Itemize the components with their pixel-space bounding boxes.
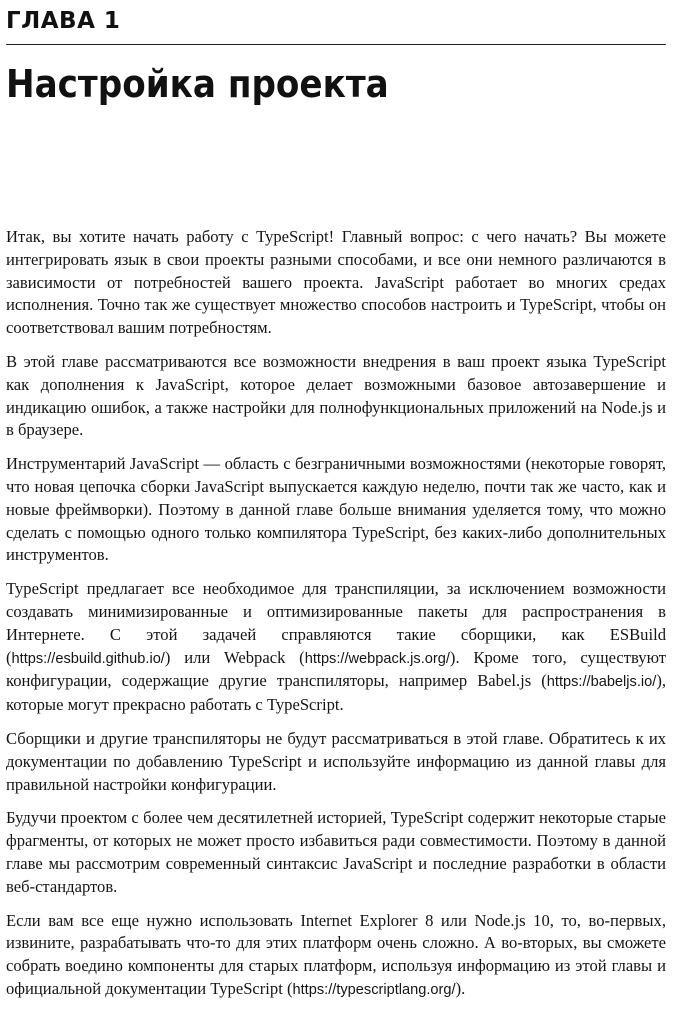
- paragraph-text: TypeScript предлагает все необходимое для транспиляции, за исключением возможности создавать минимизированные и оптимизированные пакеты для распространения в Интернете. С этой задачей справляются такие сборщики, как ESBuild (: [6, 579, 666, 667]
- paragraph-tooling: Инструментарий JavaScript — область с безграничными возможностями (некоторые говорят, что новая цепочка сборки JavaScript выпускается каждую неделю, почти так же часто, как и новые фреймворки). Поэтому в данной главе больше внимания уделяется тому, что можно сделать с помощью одного только компилятора TypeScript, без каких-либо дополнительных инструментов.: [6, 454, 666, 565]
- paragraph-text: ) или Webpack (: [164, 647, 305, 667]
- chapter-label: ГЛАВА 1: [6, 8, 121, 34]
- paragraph-legacy: [6, 910, 666, 1002]
- paragraph-text: ), которые могут прекрасно работать с TypeScript.: [6, 671, 666, 715]
- paragraph-bundlers: [6, 578, 666, 717]
- chapter-title: Настройка проекта: [6, 62, 389, 106]
- paragraph-text: ).: [455, 978, 466, 998]
- esbuild-link[interactable]: https://esbuild.github.io/: [11, 650, 165, 667]
- typescript-docs-link[interactable]: https://typescriptlang.org/: [292, 981, 456, 998]
- paragraph-text: Если вам все еще нужно использовать Internet Explorer 8 или Node.js 10, то, во-первых, извините, разрабатывать что-то для этих платформ очень сложно. А во-вторых, вы сможете собрать воедино компоненты для старых платформ, используя информацию из этой главы и официальной документации TypeScript (: [6, 910, 666, 998]
- paragraph-intro: Итак, вы хотите начать работу с TypeScript! Главный вопрос: с чего начать? Вы можете интегрировать язык в свои проекты разными способами, и все они немного различаются в зависимости от потребностей вашего проекта. JavaScript работает во многих средах исполнения. Точно так же существует множество способов настроить и TypeScript, чтобы он соответствовал вашим потребностям.: [6, 227, 666, 338]
- babel-link[interactable]: https://babeljs.io/: [546, 674, 657, 691]
- chapter-body: [6, 226, 666, 1013]
- paragraph-transpilers: Сборщики и другие транспиляторы не будут рассматриваться в этой главе. Обратитесь к их документации по добавлению TypeScript и используйте информацию из данной главы для правильной настройки конфигурации.: [6, 728, 666, 794]
- webpack-link[interactable]: https://webpack.js.org/: [304, 650, 450, 667]
- paragraph-text: ). Кроме того, существуют конфигурации, содержащие другие транспиляторы, например Babel.js (: [6, 647, 667, 691]
- chapter-divider: [6, 44, 666, 45]
- paragraph-chapter-overview: В этой главе рассматриваются все возможности внедрения в ваш проект языка TypeScript как дополнения к JavaScript, которое делает возможными базовое автозавершение и индикацию ошибок, а также настройки для полнофункциональных приложений на Node.js и в браузере.: [6, 351, 666, 440]
- paragraph-history: Будучи проектом с более чем десятилетней историей, TypeScript содержит некоторые старые фрагменты, от которых не может просто избавиться ради совместимости. Поэтому в данной главе мы рассмотрим современный синтаксис JavaScript и последние разработки в области веб-стандартов.: [6, 808, 666, 896]
